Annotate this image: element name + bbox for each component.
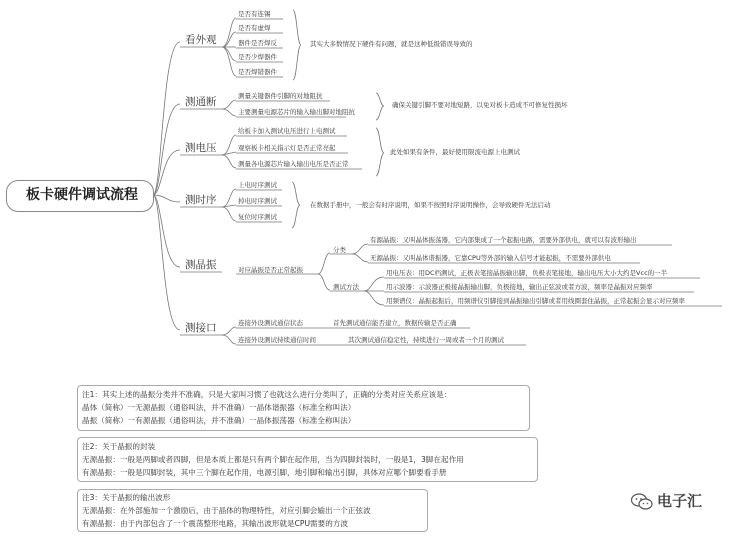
note-line: 无源晶振：在外部施加一个激励后，由于晶体的物理特性，对应引脚会输出一个正弦波: [82, 506, 371, 515]
note-1: [77, 385, 530, 431]
crystal-sub: 对应晶振是否正常起振: [238, 266, 303, 274]
continuity-comment: 确保关键引脚不要对地短路，以免对板卡造成不可修复性损坏: [392, 101, 568, 109]
branch-continuity: 测通断: [185, 96, 217, 108]
voltage-item: 观察板卡相关指示灯是否正常亮起: [238, 144, 336, 152]
branch-appearance: 看外观: [185, 34, 217, 46]
voltage-item: 测量各电源芯片输入输出电压是否正常: [238, 160, 349, 168]
branch-voltage: 测电压: [185, 142, 217, 154]
interface-item: 连接外设测试持续通信时间: [238, 336, 316, 344]
appearance-item: 器件是否焊反: [238, 39, 277, 47]
interface-comment: 其次测试通信稳定性，持续进行一周或者一个月的测试: [348, 336, 504, 344]
note-line: 注1：其实上述的晶振分类并不准确，只是大家叫习惯了也就这么进行分类叫了，正确的分类对应关系应该是：: [82, 390, 452, 399]
appearance-item: 是否少焊器件: [238, 53, 277, 61]
note-line: 注3：关于晶振的输出波形: [82, 493, 171, 502]
interface-item: 连接外设测试通信状态: [238, 319, 303, 327]
crystal-method-label: 测试方法: [333, 283, 359, 291]
appearance-item: 是否有虚焊: [238, 24, 271, 32]
branch-timing: 测时序: [185, 194, 217, 206]
note-2: [77, 437, 538, 482]
note-line: 无源晶振：一般是两脚或者四脚，但是本质上都是只有两个脚在起作用，当为四脚封装时，一般是1，3脚在起作用: [82, 455, 464, 464]
branch-interface: 测接口: [185, 322, 217, 334]
timing-item: 复位时序测试: [238, 213, 277, 221]
note-line: 注2：关于晶振的封装: [82, 442, 156, 451]
crystal-passive: 无源晶振：又叫晶体谐振器，它靠CPU等外部的输入信号才能起振，不需要外部供电: [370, 254, 611, 262]
timing-comment: 在数据手册中，一般会有时序说明，如果不按照时序说明操作，会导致硬件无法启动: [310, 201, 551, 209]
crystal-method: 用频谱仪：晶振起振后，用频谱仪引脚接到晶振输出引脚或者用线圈套住晶振，正常起振会显示对应频率: [386, 297, 685, 305]
timing-item: 掉电时序测试: [238, 197, 277, 205]
appearance-comment: 其实大多数情况下硬件有问题，就是这种低级错误导致的: [310, 40, 473, 48]
crystal-method: 用示波器：示波器正极接晶振输出脚，负极接地，输出正弦波或者方波，频率是晶振对应频率: [386, 283, 653, 291]
appearance-item: 是否焊错器件: [238, 68, 277, 76]
crystal-class-label: 分类: [333, 246, 346, 254]
crystal-method: 用电压表：用DC档测试，正极表笔接晶振输出脚，负极表笔接地，输出电压大小大约是Vcc的一半: [386, 269, 668, 277]
timing-item: 上电时序测试: [238, 181, 277, 189]
note-line: 有源晶振：一般是四脚封装，其中三个脚在起作用，电源引脚，地引脚和输出引脚，具体对应哪个脚要看手册: [82, 468, 447, 477]
appearance-item: 是否有连锡: [238, 10, 271, 18]
note-line: 晶体（简称）一无源晶振（通俗叫法，并不准确）一晶体谐振器（标准全称叫法）: [82, 403, 356, 412]
note-line: 有源晶振：由于内部包含了一个震荡整形电路，其输出波形就是CPU需要的方波: [82, 519, 349, 528]
continuity-item: 主要测量电源芯片的输入输出脚对地阻抗: [238, 108, 355, 116]
root-title: 板卡硬件调试流程: [26, 187, 138, 203]
interface-comment: 首先测试通信能否建立，数据传输是否正确: [333, 319, 457, 327]
branch-crystal: 测晶振: [185, 259, 217, 271]
continuity-item: 测量关键器件引脚的对地阻抗: [238, 92, 323, 100]
wechat-icon: [631, 493, 653, 511]
voltage-comment: 此处如果有条件，最好使用限流电源上电测试: [390, 148, 520, 156]
voltage-item: 给板卡加入测试电压进行上电测试: [238, 127, 336, 135]
crystal-active: 有源晶振：又叫晶体振荡器，它内部集成了一个起振电路，需要外部供电，就可以有波形输出: [370, 236, 637, 244]
note-line: 晶振（简称）一有源晶振（通俗叫法，并不准确）一晶体振荡器（标准全称叫法）: [82, 416, 356, 425]
watermark-text: 电子汇: [657, 492, 703, 510]
note-3: [77, 489, 428, 532]
